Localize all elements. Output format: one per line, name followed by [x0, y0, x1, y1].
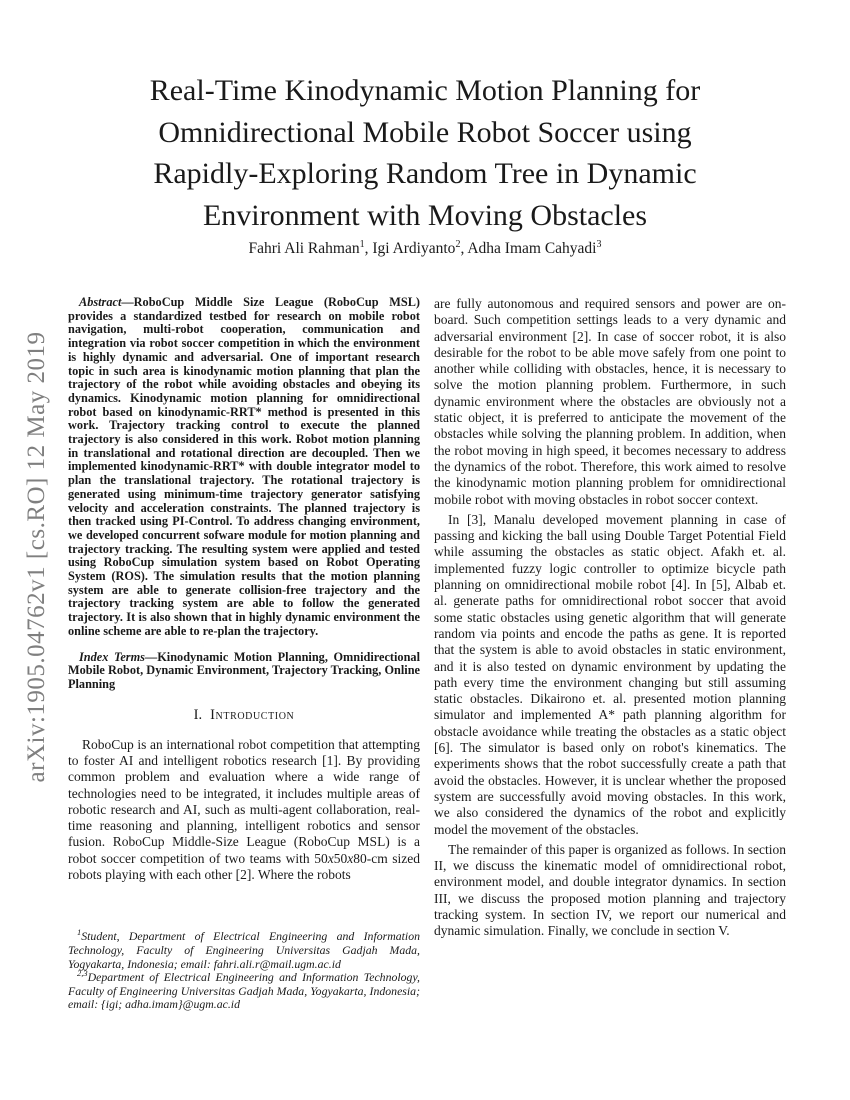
abstract-label: Abstract	[79, 295, 122, 309]
body-paragraph-2: In [3], Manalu developed movement planning in case of passing and kicking the ball using Double Target Potential Field while assuming the obstacles as static object. Afakh et. al. implemented fuzzy logic controller to optimize bicycle path planning on omnidirectional mobile robot [4]. In [5], Albab et. al. generate paths for omnidirectional robot soccer that avoid some static obstacles using genetic algorithm that will generate random via points and encode the paths as gene. It is reported that the system is able to avoid obstacles in static environment, and it is also tested on dynamic environment by updating the path every time the environment changing but still assuming static obstacles. Dikairono et. al. presented motion planning simulator and implemented A* path planning algorithm for obstacle avoidance while treating the obstacles as a static object [6]. The simulator is based only on robot's kinematics. The experiments shows that the robot successfully create a path that avoid the obstacles. However, it is unclear whether the proposed system are successfully avoid moving obstacles. In this work, we also considered the dynamics of the robot and explicitly model the movement of the obstacles.	[434, 511, 786, 837]
dimension-number-2: 50	[333, 850, 348, 866]
author-separator-1: ,	[364, 240, 373, 257]
paper-title-line-4: Environment with Moving Obstacles	[202, 198, 648, 232]
index-terms-text: —Kinodynamic Motion Planning, Omnidirectional Mobile Robot, Dynamic Environment, Trajectory Tracking, Online Planning	[68, 649, 420, 691]
author-affiliation-sup-3: 3	[596, 238, 602, 250]
paper-title-line-3: Rapidly-Exploring Random Tree in Dynamic	[153, 157, 697, 190]
abstract-text: —RoboCup Middle Size League (RoboCup MSL) provides a standardized testbed for research on mobile robot navigation, multi-robot cooperation, communication and integration via robot soccer competition in which the environment is highly dynamic and adversarial. One of important research topic in such area is kinodynamic motion planning that plan the trajectory of the robot while avoiding obstacles and obeying its dynamics. Kinodynamic motion planning for omnidirectional robot based on kinodynamic-RRT* method is presented in this work. Trajectory tracking control to execute the planned trajectory is also considered in this work. Robot motion planning in translational and rotational direction are decoupled. Then we implemented kinodynamic-RRT* with double integrator model to plan the translational trajectory. The rotational trajectory is generated using minimum-time trajectory generator satisfying velocity and acceleration constraints. The planned trajectory is then tracked using PI-Control. To address changing environment, we developed concurrent sofware module for motion planning and trajectory tracking. The resulting system were applied and tested using RoboCup simulation system based on Robot Operating System (ROS). The simulation results that the motion planning system are able to generate collision-free trajectory and the trajectory tracking system are able to follow the generated trajectory. It is also shown that in highly dynamic environment the online scheme are able to re-plan the trajectory.	[68, 295, 420, 638]
abstract-paragraph	[68, 296, 420, 639]
author-name-3: Adha Imam Cahyadi	[467, 240, 597, 257]
dimension-x-2: x	[347, 850, 354, 866]
index-terms-label: Index Terms	[79, 649, 145, 664]
author-affiliation-sup-1: 1	[359, 238, 365, 250]
index-terms-paragraph	[68, 651, 420, 692]
author-name-2: Igi Ardiyanto	[372, 240, 456, 257]
paper-title-line-2: Omnidirectional Mobile Robot Soccer using	[158, 115, 692, 149]
author-name-1: Fahri Ali Rahman	[248, 240, 360, 257]
column-left	[68, 296, 420, 1012]
footnote-2-text: Department of Electrical Engineering and Information Technology, Faculty of Engineering Universitas Gadjah Mada, Yogyakarta, Indonesia; email: {igi; adha.imam}@ugm.ac.id	[68, 970, 420, 1012]
dimension-number-3: 80	[353, 850, 367, 866]
column-right	[434, 296, 786, 940]
body-paragraph-1: are fully autonomous and required sensors and power are on-board. Such competition settings leads to a very dynamic and adversarial environment [2]. In case of soccer robot, it is also desirable for the robot to be able move safely from one point to another while colliding with obstacles, hence, it is necessary to solve the motion planning problem. Furthermore, in such dynamic environment where the obstacles are obviously not a static object, it is preferred to anticipate the movement of the obstacles while solving the planning problem. In addition, when the robot moving in high speed, it becomes necessary to address the dynamics of the robot. Therefore, this work aimed to resolve the kinodynamic motion planning problem for omnidirectional mobile robot with moving obstacles in robot soccer context.	[434, 296, 786, 507]
footnote-1-marker: 1	[77, 927, 82, 938]
footnote-2-marker: 2,3	[77, 968, 88, 979]
dimension-x-1: x	[327, 850, 334, 866]
intro-paragraph	[68, 737, 420, 884]
intro-text-pre: RoboCup is an international robot competition that attempting to foster AI and intelligent robotics research [1]. By providing common problem and evaluation where a wide range of technologies need to be integrated, it includes multiple areas of robotic research and AI, such as multi-agent collaboration, real-time reasoning and planning, intelligent robotics and sensor fusion. RoboCup Middle-Size League (RoboCup MSL) is a robot soccer competition of two teams with	[68, 736, 420, 866]
dimension-number-1: 50	[314, 850, 328, 866]
section-title: Introduction	[210, 706, 295, 723]
author-separator-2: ,	[460, 240, 468, 257]
footnote-2	[68, 968, 420, 1012]
footnote-1-text: Student, Department of Electrical Engineering and Information Technology, Faculty of Engineering Universitas Gadjah Mada, Yogyakarta, Indonesia; email: fahri.ali.r@mail.ugm.ac.id	[68, 929, 420, 971]
footnote-1	[68, 927, 420, 971]
footnotes-block	[68, 927, 420, 1012]
paper-title	[45, 70, 805, 236]
arxiv-watermark-text: arXiv:1905.04762v1 [cs.RO] 12 May 2019	[23, 331, 50, 783]
body-paragraph-3: The remainder of this paper is organized as follows. In section II, we discuss the kinematic model of omnidirectional robot, environment model, and double integrator dynamics. In section III, we discuss the proposed motion planning and trajectory tracking system. In section IV, we report our numerical and dynamic simulation. Finally, we conclude in section V.	[434, 841, 786, 939]
paper-title-line-1: Real-Time Kinodynamic Motion Planning for	[149, 74, 701, 107]
author-affiliation-sup-2: 2	[455, 238, 461, 250]
section-number: I.	[193, 706, 203, 723]
intro-text-post: -cm sized robots playing with each other [2]. Where the robots	[68, 850, 420, 883]
section-heading-introduction	[68, 707, 420, 724]
authors-line	[0, 240, 850, 258]
